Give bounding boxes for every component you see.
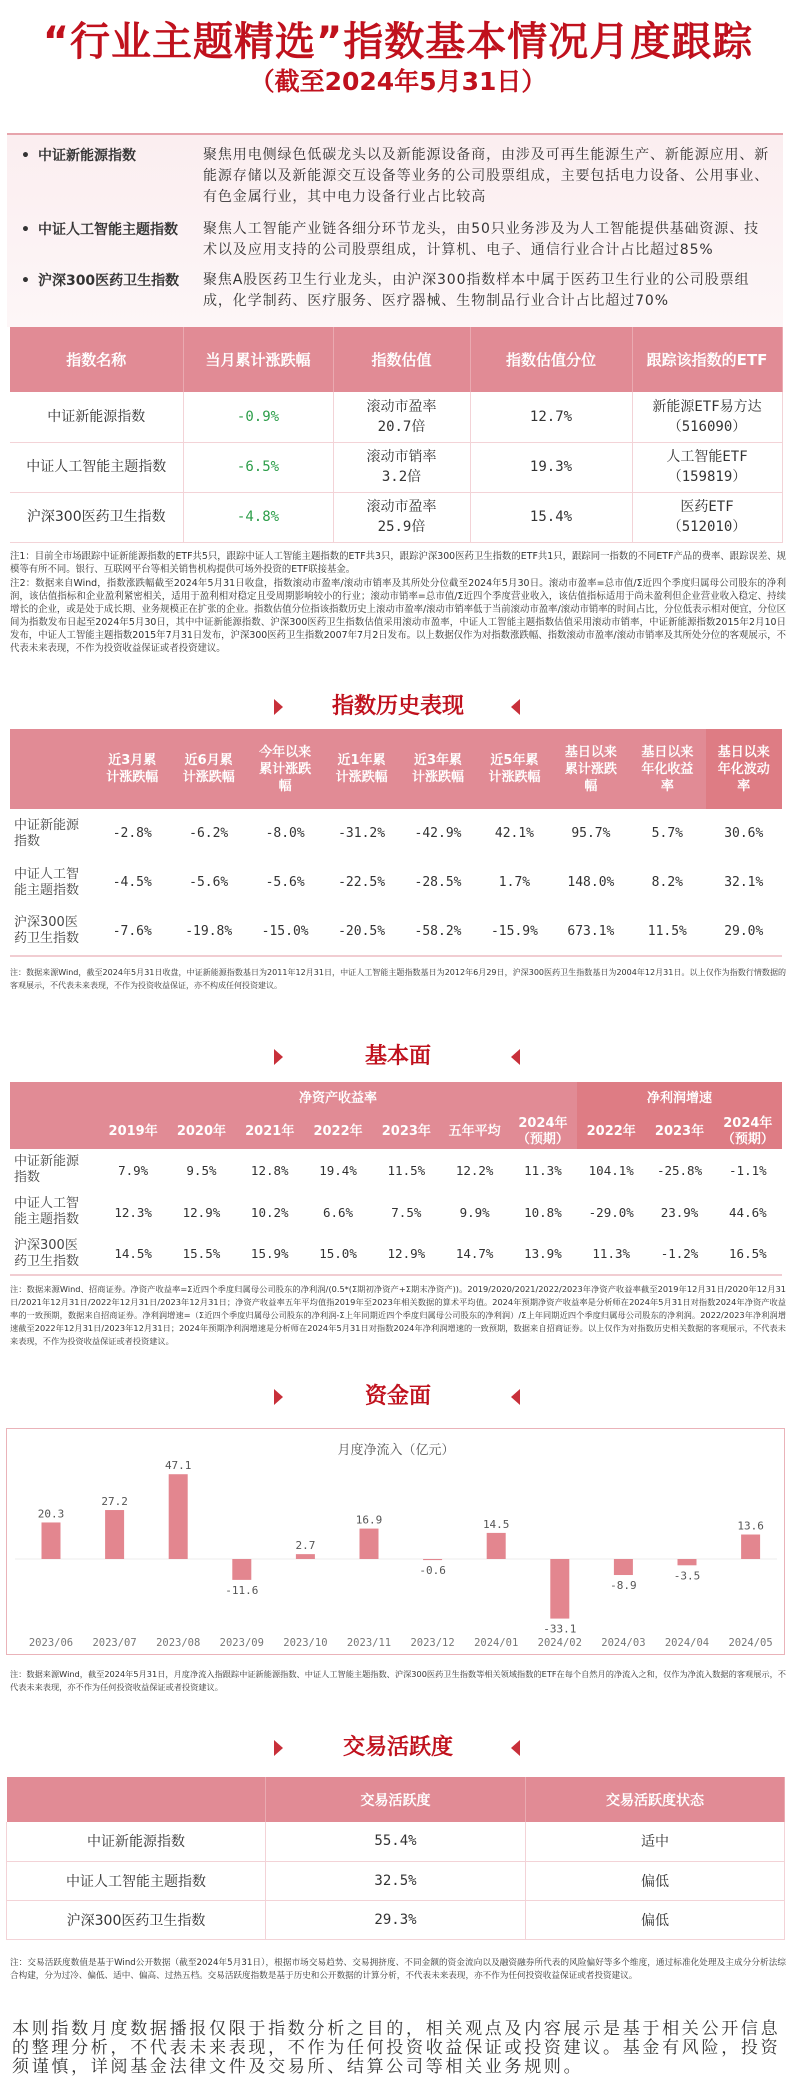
- table-row: [10, 809, 782, 858]
- table-cell: 15.5%: [167, 1233, 235, 1275]
- column-header: 跟踪该指数的ETF: [632, 327, 782, 392]
- data-label: -8.9: [610, 1579, 637, 1593]
- table-cell: -29.0%: [588, 1204, 634, 1220]
- table-cell: -31.2%: [338, 826, 386, 841]
- column-header: 指数名称: [10, 327, 183, 392]
- table-cell: -28.5%: [414, 875, 462, 890]
- table-cell: -42.9%: [414, 826, 462, 841]
- funds-note: 注：数据来源Wind，截至2024年5月31日，月度净流入指跟踪中证新能源指数、中证人工智能主题指数、沪深300医药卫生指数等相关领域指数的ETF在每个自然月的净流入之和，仅作为净流入数据的客观展示，不代表未来表现，亦不作为任何投资收益保证或者投资建议。: [10, 1669, 786, 1692]
- table-cell: -25.8%: [656, 1162, 703, 1178]
- table-row: [7, 1822, 785, 1861]
- overview-note-1: 注1：目前全市场跟踪中证新能源指数的ETF共5只，跟踪中证人工智能主题指数的ETF共3只，跟踪沪深300医药卫生指数的ETF共1只，跟踪同一指数的不同ETF产品的费率、跟踪误差、规模等有所不同。银行、互联网平台等相关销售机构提供可场外投资的ETF联接基金。: [10, 551, 786, 575]
- table-cell: -22.5%: [338, 875, 386, 890]
- table-cell: -1.2%: [645, 1233, 713, 1275]
- column-header: 指数估值: [333, 327, 470, 392]
- table-cell: 29.0%: [706, 907, 782, 956]
- table-row: [10, 392, 782, 442]
- section-title-text: 基本面: [364, 1044, 431, 1069]
- column-header: 2019年: [99, 1115, 167, 1149]
- column-header: 近3月累计涨跌幅: [94, 729, 170, 809]
- table-cell: 19.3%: [470, 442, 632, 492]
- overview-note-2: 注2：数据来自Wind，指数涨跌幅截至2024年5月31日收盘，指数滚动市盈率/滚动市销率及其所处分位截至2024年5月30日。滚动市盈率=总市值/Σ近四个季度归属母公司股东的净利润，该估值指标和企业盈利紧密相关，适用于盈利相对稳定且受周期影响较小的行业；滚动市销率=总市值/Σ近四个季度营业收入，该估值指标适用于尚未盈利但企业营业收入稳定、持续增长的企业，或是处于成长期、业务规模正在扩张的企业。指数估值分位指该指数历史上滚动市盈率/滚动市销率低于当前滚动市盈率/滚动市销率的时间占比，分位低表示相对便宜，分位区间为指数发布日起至2024年5月30日，其中中证新能源指数、沪深300医药卫生指数估值采用滚动市盈率，中证人工智能主题指数估值采用滚动市销率，中证新能源指数2015年2月10日发布，中证人工智能主题指数2015年7月31日发布，沪深300医药卫生指数2007年7月2日发布。以上数据仅作为对指数涨跌幅、指数滚动市盈率/滚动市销率及其所处分位的客观展示，不代表未来表现，不作为投资收益保证或者投资建议。: [10, 578, 786, 654]
- column-header: 2024年（预期）: [714, 1115, 782, 1149]
- table-group-row: [10, 1082, 782, 1115]
- table-cell: -4.8%: [183, 492, 333, 542]
- intro-label: • 中证新能源指数: [7, 145, 203, 208]
- activity-table: [6, 1777, 785, 1940]
- table-cell: 9.5%: [186, 1162, 217, 1178]
- table-header-row: [10, 327, 782, 392]
- data-label: 27.2: [101, 1495, 128, 1509]
- net-inflow-chart-svg: [7, 1429, 786, 1656]
- index-name-cell: 沪深300医药卫生指数: [7, 1900, 266, 1939]
- table-cell: 偏低: [526, 1861, 785, 1900]
- table-cell: -6.2%: [189, 826, 229, 841]
- triangle-left-icon: [511, 699, 520, 715]
- table-cell: 12.9%: [182, 1204, 221, 1220]
- table-cell: 12.8%: [250, 1162, 289, 1178]
- column-header: 基日以来年化波动率: [706, 729, 782, 809]
- net-inflow-chart: [6, 1428, 785, 1655]
- x-tick-label: 2023/10: [283, 1637, 328, 1649]
- table-cell: 15.0%: [304, 1233, 372, 1275]
- section-title-text: 指数历史表现: [331, 694, 464, 719]
- column-header: 五年平均: [440, 1115, 508, 1149]
- table-cell: 7.5%: [391, 1204, 422, 1220]
- x-tick-label: 2023/08: [156, 1637, 201, 1649]
- table-cell: 滚动市盈率 20.7倍: [333, 392, 470, 442]
- table-cell: 11.5%: [387, 1162, 426, 1178]
- table-cell: 新能源ETF易方达 （516090）: [632, 392, 782, 442]
- triangle-right-icon: [274, 1740, 283, 1756]
- activity-note: 注：交易活跃度数值是基于Wind公开数据（截至2024年5月31日），根据市场交易趋势、交易拥挤度、不同金额的资金流向以及融资融券所代表的风险偏好等多个维度，通过标准化处理及主成分分析法综合构建，分为过冷、偏低、适中、偏高、过热五档。交易活跃度指数是基于历史和公开数据的计算分析，不代表未来表现，亦不作为任何投资收益保证或者投资建议。: [10, 1958, 786, 1981]
- index-name-cell: 沪深300医药卫生指数: [10, 1233, 99, 1275]
- column-header: 2023年: [372, 1115, 440, 1149]
- column-header: 近3年累计涨跌幅: [400, 729, 476, 809]
- index-name-cell: 沪深300医药卫生指数: [10, 492, 183, 542]
- table-cell: 30.6%: [724, 826, 764, 841]
- table-cell: -5.6%: [189, 875, 229, 890]
- table-cell: -20.5%: [323, 907, 399, 956]
- triangle-left-icon: [511, 1049, 520, 1065]
- column-header: 近6月累计涨跌幅: [170, 729, 246, 809]
- table-cell: 15.9%: [236, 1233, 304, 1275]
- x-tick-label: 2024/04: [664, 1637, 710, 1649]
- table-cell: 14.7%: [440, 1233, 508, 1275]
- section-title-activity: [0, 1733, 796, 1763]
- table-header-row: [10, 729, 782, 809]
- table-cell: -1.1%: [729, 1162, 767, 1178]
- table-row: [10, 1233, 782, 1275]
- x-tick-label: 2024/03: [601, 1637, 646, 1649]
- fundamentals-table: [10, 1082, 782, 1276]
- table-cell: 偏低: [526, 1900, 785, 1939]
- table-cell: 16.5%: [714, 1233, 782, 1275]
- table-cell: 44.6%: [729, 1204, 767, 1220]
- x-tick-label: 2023/11: [346, 1637, 392, 1649]
- data-label: -33.1: [543, 1622, 577, 1636]
- triangle-left-icon: [511, 1389, 520, 1405]
- overview-table: [10, 327, 783, 543]
- x-tick-label: 2023/09: [219, 1637, 264, 1649]
- table-cell: 12.3%: [114, 1204, 152, 1220]
- table-cell: -7.6%: [94, 907, 170, 956]
- table-cell: 15.4%: [470, 492, 632, 542]
- page-title: “行业主题精选”指数基本情况月度跟踪: [42, 19, 754, 65]
- table-row: [10, 1149, 782, 1191]
- x-tick-label: 2024/05: [728, 1637, 773, 1649]
- table-cell: 23.9%: [660, 1204, 699, 1220]
- column-header: 2023年: [645, 1115, 713, 1149]
- table-cell: 7.9%: [118, 1162, 149, 1178]
- index-intro-box: [7, 133, 783, 327]
- table-cell: 10.8%: [524, 1204, 562, 1220]
- index-name-cell: 中证人工智能主题指数: [10, 442, 183, 492]
- table-cell: -0.9%: [183, 392, 333, 442]
- intro-desc: 聚焦用电侧绿色低碳龙头以及新能源设备商，由涉及可再生能源生产、新能源应用、新能源存储以及新能源交互设备等业务的公司股票组成，主要包括电力设备、公用事业、有色金属行业，其中电力设备行业占比较高: [203, 147, 770, 205]
- table-cell: 104.1%: [588, 1162, 634, 1178]
- table-cell: 32.1%: [724, 875, 764, 890]
- column-header: 基日以来累计涨跌幅: [553, 729, 629, 809]
- data-label: 20.3: [37, 1507, 65, 1521]
- section-title-fundamentals: [0, 1042, 796, 1072]
- table-cell: 32.5%: [266, 1861, 526, 1900]
- index-name-cell: 中证人工智能主题指数: [14, 1196, 80, 1227]
- bar-2024/01: [487, 1533, 506, 1559]
- column-header: 2022年: [577, 1115, 645, 1149]
- table-cell: -5.6%: [265, 875, 305, 890]
- bar-2024/02: [550, 1559, 569, 1619]
- data-label: -0.6: [419, 1564, 446, 1578]
- table-cell: -4.5%: [112, 875, 152, 890]
- column-header: 交易活跃度状态: [526, 1777, 785, 1822]
- intro-desc: 聚焦人工智能产业链各细分环节龙头，由50只业务涉及为人工智能提供基础资源、技术以及应用支持的公司股票组成，计算机、电子、通信行业合计占比超过85%: [203, 221, 760, 258]
- table-cell: 11.3%: [524, 1162, 562, 1178]
- history-note: 注：数据来源Wind，截至2024年5月31日收盘，中证新能源指数基日为2011年12月31日，中证人工智能主题指数基日为2012年6月29日，沪深300医药卫生指数基日为2004年12月31日。以上仅作为指数行情数据的客观展示，不代表未来表现，不作为投资收益保证，亦不构成任何投资建议。: [10, 968, 786, 990]
- bar-2024/05: [741, 1535, 760, 1559]
- index-name-cell: 沪深300医药卫生指数: [10, 907, 94, 956]
- column-header: 近5年累计涨跌幅: [476, 729, 552, 809]
- data-label: -11.6: [225, 1583, 259, 1597]
- table-row: [10, 1191, 782, 1233]
- table-cell: -15.9%: [476, 907, 552, 956]
- section-title-funds: [0, 1382, 796, 1412]
- x-tick-label: 2023/07: [92, 1637, 137, 1649]
- column-header: 2021年: [236, 1115, 304, 1149]
- table-cell: 11.3%: [577, 1233, 645, 1275]
- bar-2023/12: [423, 1559, 442, 1560]
- column-header: 2022年: [304, 1115, 372, 1149]
- table-cell: 29.3%: [266, 1900, 526, 1939]
- table-cell: 医药ETF （512010）: [632, 492, 782, 542]
- table-cell: -8.0%: [265, 826, 305, 841]
- bar-2024/04: [678, 1559, 697, 1565]
- column-header: 2020年: [167, 1115, 235, 1149]
- data-label: 13.6: [737, 1519, 764, 1533]
- intro-item: [7, 219, 783, 261]
- index-name-cell: 中证新能源指数: [7, 1822, 266, 1861]
- table-row: [7, 1861, 785, 1900]
- table-cell: 6.6%: [322, 1204, 354, 1220]
- table-cell: 14.5%: [99, 1233, 167, 1275]
- x-tick-label: 2024/01: [474, 1637, 519, 1649]
- table-cell: 适中: [526, 1822, 785, 1861]
- data-label: 16.9: [355, 1513, 383, 1527]
- intro-item: [7, 145, 783, 208]
- intro-label: • 中证人工智能主题指数: [7, 219, 203, 261]
- section-title-history: [0, 692, 796, 722]
- triangle-right-icon: [274, 1389, 283, 1405]
- bar-2023/06: [42, 1522, 61, 1559]
- column-header: 交易活跃度: [266, 1777, 526, 1822]
- section-title-text: 资金面: [364, 1384, 431, 1409]
- group-header-roe: 净资产收益率: [99, 1082, 577, 1115]
- table-cell: 42.1%: [494, 826, 535, 841]
- data-label: 14.5: [482, 1517, 510, 1531]
- section-title-text: 交易活跃度: [342, 1735, 453, 1760]
- table-cell: 673.1%: [553, 907, 629, 956]
- table-cell: 1.7%: [498, 875, 531, 890]
- bar-2024/03: [614, 1559, 633, 1575]
- table-cell: -19.8%: [170, 907, 246, 956]
- table-cell: -58.2%: [400, 907, 476, 956]
- index-name-cell: 中证人工智能主题指数: [7, 1861, 266, 1900]
- data-label: 47.1: [164, 1459, 192, 1473]
- data-label: -3.5: [673, 1569, 701, 1583]
- column-header: 今年以来累计涨跌幅: [247, 729, 323, 809]
- x-tick-label: 2023/06: [28, 1637, 74, 1649]
- group-header-profit-growth: 净利润增速: [577, 1082, 782, 1115]
- column-header: [10, 729, 94, 809]
- table-cell: 人工智能ETF （159819）: [632, 442, 782, 492]
- table-cell: 滚动市盈率 25.9倍: [333, 492, 470, 542]
- table-cell: 12.9%: [372, 1233, 440, 1275]
- chart-title: 月度净流入（亿元）: [337, 1443, 455, 1458]
- index-name-cell: 中证新能源指数: [10, 392, 183, 442]
- triangle-right-icon: [274, 699, 283, 715]
- table-row: [10, 492, 782, 542]
- bar-2023/07: [105, 1510, 124, 1559]
- table-row: [10, 442, 782, 492]
- x-tick-label: 2023/12: [410, 1637, 455, 1649]
- table-cell: 12.2%: [455, 1162, 494, 1178]
- index-name-cell: 中证新能源指数: [14, 817, 80, 849]
- bar-2023/08: [169, 1474, 188, 1559]
- table-cell: 8.2%: [651, 875, 683, 890]
- table-cell: 滚动市销率 3.2倍: [333, 442, 470, 492]
- column-header: 当月累计涨跌幅: [183, 327, 333, 392]
- table-row: [10, 858, 782, 907]
- table-cell: -15.0%: [247, 907, 323, 956]
- table-cell: -6.5%: [183, 442, 333, 492]
- column-header: [7, 1777, 266, 1822]
- index-name-cell: 中证人工智能主题指数: [14, 866, 80, 898]
- table-cell: 5.7%: [651, 826, 683, 841]
- bar-2023/10: [296, 1554, 315, 1559]
- column-header: 指数估值分位: [470, 327, 632, 392]
- bar-2023/09: [232, 1559, 251, 1580]
- intro-desc: 聚焦A股医药卫生行业龙头，由沪深300指数样本中属于医药卫生行业的公司股票组成，化学制药、医疗服务、医疗器械、生物制品行业合计占比超过70%: [203, 272, 750, 309]
- table-cell: 55.4%: [266, 1822, 526, 1861]
- table-cell: 11.5%: [629, 907, 705, 956]
- page-subtitle: （截至2024年5月31日）: [249, 67, 547, 96]
- intro-label: • 沪深300医药卫生指数: [7, 270, 203, 312]
- column-header: 基日以来年化收益率: [629, 729, 705, 809]
- empty-header: [10, 1082, 99, 1149]
- table-row: [10, 907, 782, 956]
- index-name-cell: 中证新能源指数: [14, 1154, 80, 1185]
- fundamentals-note: 注：数据来源Wind、招商证券。净资产收益率=Σ近四个季度归属母公司股东的净利润/(0.5*(Σ期初净资产+Σ期末净资产))。2019/2020/2021/2022/2023年净资产收益率截至2019年12月31日/2020年12月31日/2021年12月31日/2022年12月31日/2023年12月31日；净资产收益率五年平均值指2019年至2023年相关数据的算术平均值。2024年预期净资产收益率是分析师在2024年5月31日对指数2024年净资产收益率的一致预期，数据来自招商证券。净利润增速=（Σ近四个季度归属母公司股东的净利润-Σ上年同期近四个季度归属母公司股东的净利润）/Σ上年同期近四个季度归属母公司股东的净利润。2022/2023年净利润增速截至2022年12月31日/2023年12月31日；2024年预期净利润增速是分析师在2024年5月31日对指数2024年净利润增速的一致预期，数据来自招商证券。以上仅作为对指数历史相关数据的客观展示，不代表未来表现，不作为投资收益保证或者投资建议。: [10, 1284, 786, 1346]
- table-header-row: [10, 1115, 782, 1149]
- x-tick-label: 2024/02: [537, 1637, 582, 1649]
- history-table: [10, 729, 782, 957]
- table-header-row: [7, 1777, 785, 1822]
- disclaimer-footer: 本则指数月度数据播报仅限于指数分析之目的，相关观点及内容展示是基于相关公开信息的整理分析，不代表未来表现，不作为任何投资收益保证或投资建议。基金有风险，投资须谨慎，详阅基金法律文件及交易所、结算公司等相关业务规则。: [12, 2019, 781, 2077]
- column-header: 近1年累计涨跌幅: [323, 729, 399, 809]
- column-header: 2024年（预期）: [509, 1115, 577, 1149]
- table-cell: 19.4%: [319, 1162, 357, 1178]
- triangle-left-icon: [511, 1740, 520, 1756]
- table-row: [7, 1900, 785, 1939]
- table-cell: 9.9%: [459, 1204, 490, 1220]
- table-cell: 10.2%: [250, 1204, 289, 1220]
- triangle-right-icon: [274, 1049, 283, 1065]
- bar-2023/11: [360, 1529, 379, 1559]
- intro-item: [7, 270, 783, 312]
- table-cell: 13.9%: [509, 1233, 577, 1275]
- table-cell: 148.0%: [567, 875, 615, 890]
- data-label: 2.7: [295, 1539, 316, 1553]
- table-cell: 95.7%: [571, 826, 611, 841]
- table-cell: -2.8%: [112, 826, 152, 841]
- table-cell: 12.7%: [470, 392, 632, 442]
